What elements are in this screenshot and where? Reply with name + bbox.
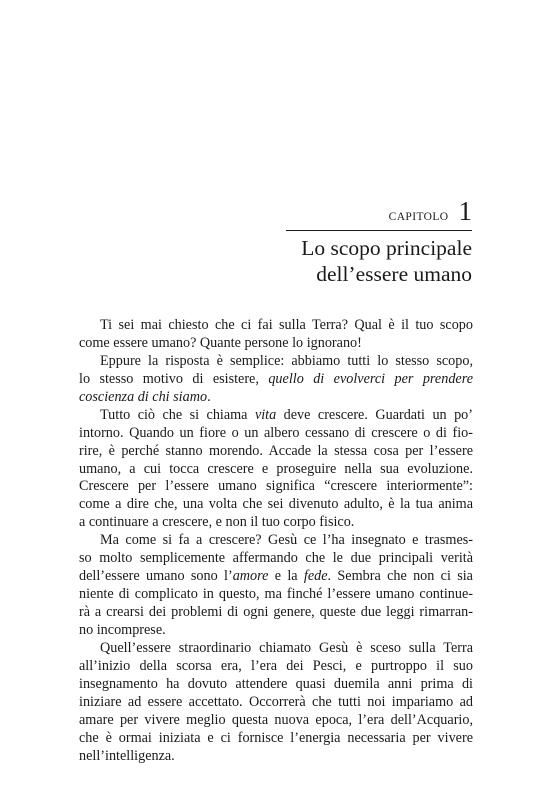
- chapter-divider: [286, 230, 472, 231]
- italic-text: coscienza di chi siamo: [79, 388, 208, 405]
- chapter-label: CAPITOLO: [388, 211, 449, 223]
- text-line: [79, 353, 473, 371]
- text-line: [79, 514, 473, 532]
- text-line: [79, 317, 473, 335]
- text-segment: intorno. Quando un fiore o un albero cessano di crescere o di fio-: [79, 424, 473, 441]
- text-segment: all’inizio della scorsa era, l’era dei Pesci, e purtroppo il suo: [79, 657, 473, 674]
- text-segment: come essere umano? Quante persone lo ignorano!: [79, 334, 362, 351]
- text-segment: dell’essere umano sono l’: [79, 568, 233, 585]
- text-line: [79, 622, 473, 640]
- text-segment: come a dire che, una volta che sei divenuto adulto, è la tua anima: [79, 496, 473, 513]
- text-line: [79, 443, 473, 461]
- text-line: [79, 371, 473, 389]
- italic-text: amore: [232, 568, 269, 585]
- text-line: [79, 478, 473, 496]
- italic-text: vita: [254, 406, 277, 423]
- text-segment: a continuare a crescere, e non il tuo corpo fisico.: [79, 514, 355, 531]
- text-line: [79, 550, 473, 568]
- chapter-number: 1: [458, 196, 472, 226]
- text-segment: . Sembra che non ci sia: [327, 568, 473, 585]
- text-segment: Tutto ciò che si chiama: [100, 406, 255, 423]
- text-segment: che è ormai iniziata e ci fornisce l’energia necessaria per vivere: [79, 729, 473, 746]
- text-line: [79, 604, 473, 622]
- text-line: [79, 407, 473, 425]
- paragraph: [79, 640, 473, 766]
- text-segment: so molto semplicemente affermando che le due principali verità: [79, 550, 473, 567]
- text-segment: Ti sei mai chiesto che ci fai sulla Terra? Qual è il tuo scopo: [100, 317, 473, 333]
- text-segment: insegnamento ha dovuto attendere quasi duemila anni prima di: [79, 675, 473, 692]
- text-line: [79, 640, 473, 658]
- chapter-title-line: dell’essere umano: [316, 262, 472, 286]
- paragraph: [79, 353, 473, 407]
- text-segment: rà a crearsi dei problemi di ogni genere, queste due leggi rimarran-: [79, 604, 473, 620]
- text-line: [79, 748, 473, 766]
- text-segment: nell’intelligenza.: [79, 747, 175, 764]
- paragraph: [79, 407, 473, 533]
- text-line: [79, 461, 473, 479]
- italic-text: fede: [303, 568, 328, 585]
- chapter-title: [172, 235, 472, 287]
- text-segment: deve crescere. Guardati un po’: [276, 406, 473, 423]
- text-line: [79, 425, 473, 443]
- text-segment: Quell’essere straordinario chiamato Gesù è sceso sulla Terra: [100, 639, 473, 656]
- text-segment: e la: [268, 568, 304, 585]
- text-line: [79, 730, 473, 748]
- text-segment: iniziare ad essere accettato. Occorrerà che tutti noi impariamo ad: [79, 693, 473, 710]
- text-line: [79, 586, 473, 604]
- text-segment: rire, è perché stanno morendo. Accade la stessa cosa per l’essere: [79, 442, 473, 459]
- text-segment: Ma come si fa a crescere? Gesù ce l’ha insegnato e trasmes-: [100, 532, 473, 549]
- text-line: [79, 676, 473, 694]
- text-line: [79, 496, 473, 514]
- text-segment: Crescere per l’essere umano significa “crescere interiormente”:: [79, 478, 473, 495]
- chapter-heading: [272, 196, 472, 227]
- text-segment: no incomprese.: [79, 621, 166, 638]
- text-line: [79, 568, 473, 586]
- text-line: [79, 532, 473, 550]
- text-segment: umano, a cui tocca crescere e proseguire nella sua evoluzione.: [79, 460, 473, 477]
- text-line: [79, 389, 473, 407]
- text-line: [79, 658, 473, 676]
- text-segment: Eppure la risposta è semplice: abbiamo tutti lo stesso scopo,: [100, 352, 473, 369]
- paragraph: [79, 532, 473, 640]
- text-segment: .: [207, 388, 211, 405]
- body-text: [79, 317, 473, 765]
- text-line: [79, 335, 473, 353]
- text-line: [79, 694, 473, 712]
- text-segment: amare per vivere meglio questa nuova epoca, l’era dell’Acquario,: [79, 711, 473, 728]
- text-line: [79, 712, 473, 730]
- text-segment: niente di complicato in questo, ma finché l’essere umano continue-: [79, 586, 473, 603]
- italic-text: quello di evolverci per prendere: [268, 370, 473, 387]
- paragraph: [79, 317, 473, 353]
- text-segment: lo stesso motivo di esistere,: [79, 370, 269, 387]
- chapter-title-line: Lo scopo principale: [301, 236, 472, 260]
